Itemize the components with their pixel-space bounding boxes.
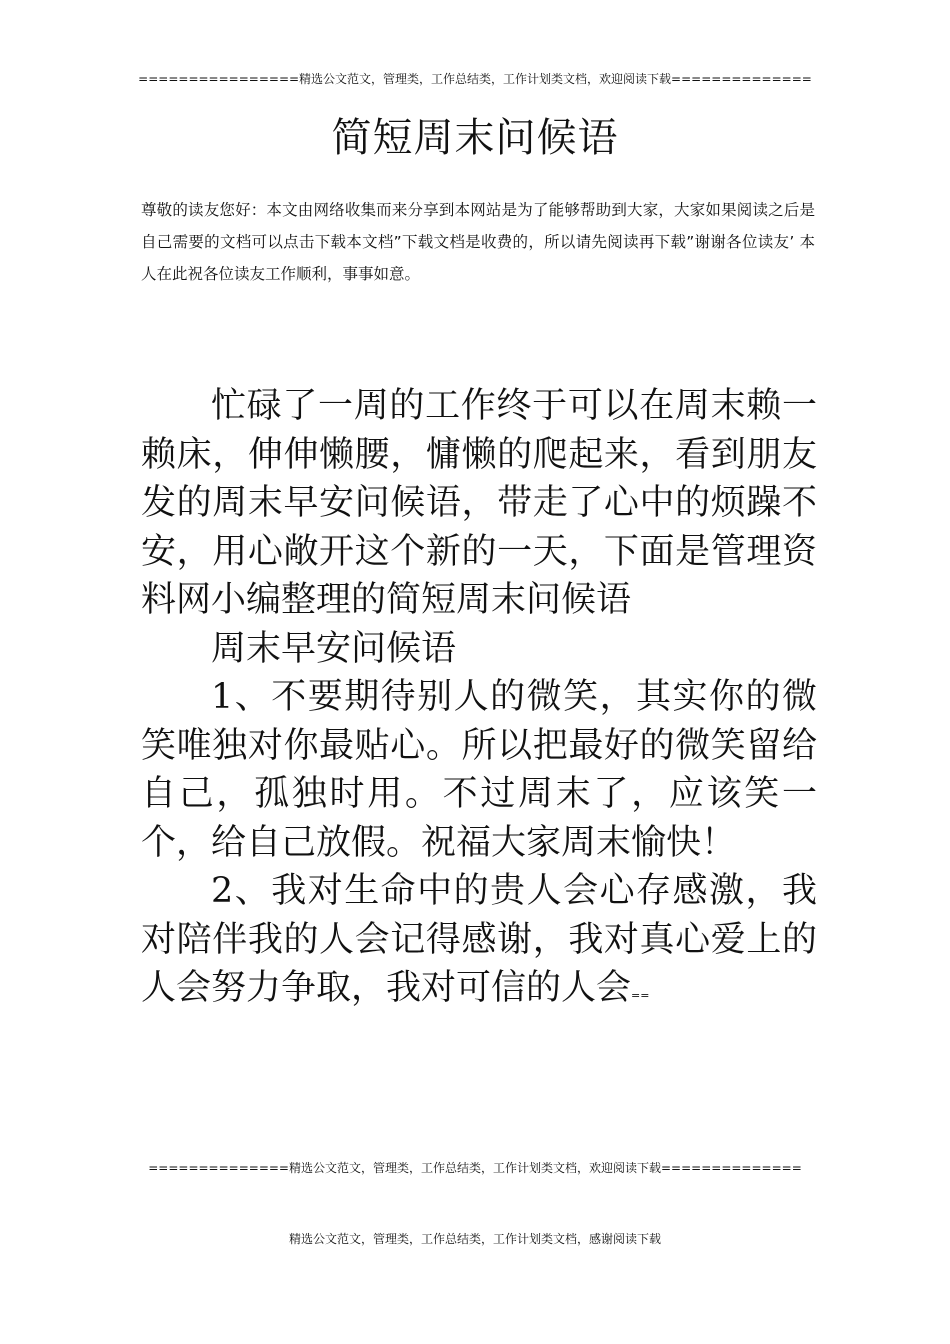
document-title: 简短周末问候语 [331,115,619,161]
footer-banner: ==============精选公文范文，管理类，工作总结类，工作计划类文档，欢迎阅读下载============== [148,1161,802,1175]
body-paragraph-item-1: 1、不要期待别人的微笑，其实你的微笑唯独对你最贴心。所以把最好的微笑留给自己，孤独时用。不过周末了，应该笑一个，给自己放假。祝福大家周末愉快！ [141,677,817,863]
section-heading: 周末早安问候语 [211,628,457,669]
body-paragraph-intro: 忙碌了一周的工作终于可以在周末赖一赖床，伸伸懒腰，慵懒的爬起来，看到朋友发的周末早安问候语，带走了心中的烦躁不安，用心敞开这个新的一天，下面是管理资料网小编整理的简短周末问候语 [141,386,817,620]
document-body [141,382,817,1021]
item-2-text: 2、我对生命中的贵人会心存感激，我对陪伴我的人会记得感谢，我对真心爱上的人会努力争取，我对可信的人会 [141,871,817,1008]
body-paragraph-item-2 [141,867,817,1021]
reader-notice: 尊敬的读友您好：本文由网络收集而来分享到本网站是为了能够帮助到大家，大家如果阅读之后是自己需要的文档可以点击下载本文档”下载文档是收费的，所以请先阅读再下载”谢谢各位读友’ 本人在此祝各位读友工作顺利，事事如意。 [141,201,815,283]
bottom-note: 精选公文范文，管理类，工作总结类，工作计划类文档，感谢阅读下载 [288,1232,661,1246]
continuation-mark: == [631,989,650,1002]
header-banner: ================精选公文范文，管理类，工作总结类，工作计划类文档，欢迎阅读下载============== [138,72,812,86]
